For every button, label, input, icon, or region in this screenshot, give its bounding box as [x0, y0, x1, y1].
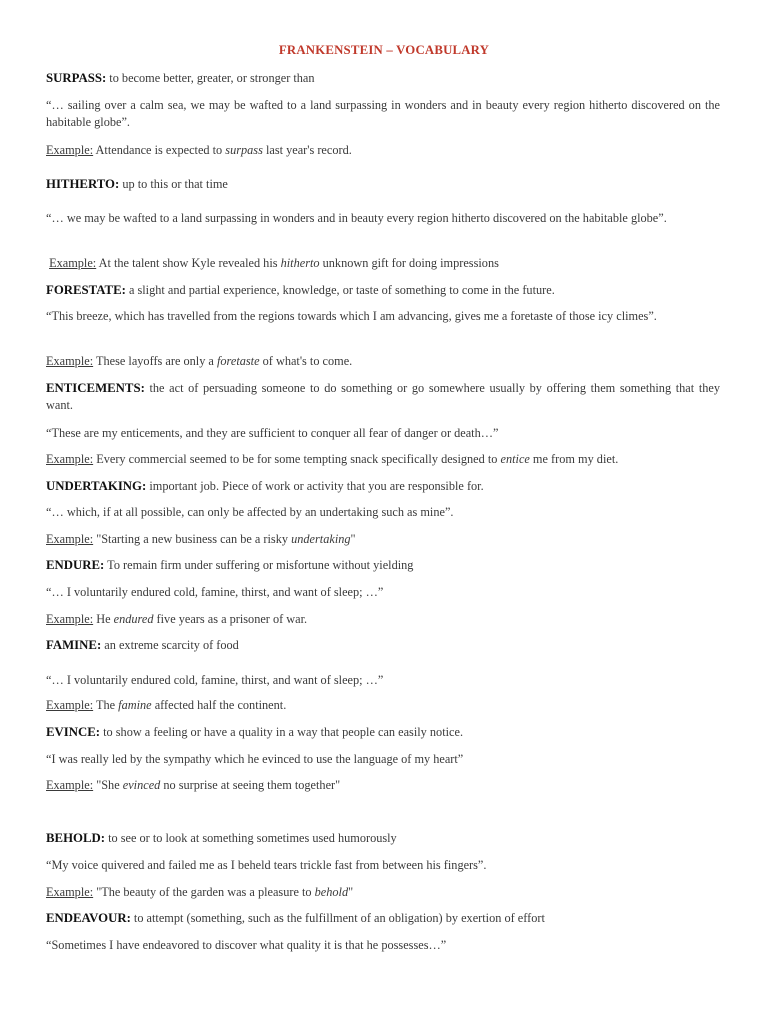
- example-word: evinced: [122, 778, 161, 792]
- example-text: Every commercial seemed to be for some tempting snack specifically designed to: [93, 452, 501, 466]
- entry-endure-example: [46, 611, 720, 628]
- entry-term: UNDERTAKING:: [46, 479, 147, 493]
- entry-behold-definition: [46, 830, 720, 847]
- entry-enticements-quote: “These are my enticements, and they are sufficient to conquer all fear of danger or death…”: [46, 426, 499, 440]
- entry-term: FORESTATE:: [46, 283, 126, 297]
- example-word: undertaking: [291, 532, 351, 546]
- example-label: Example:: [46, 612, 94, 626]
- entry-undertaking-example: [46, 531, 720, 548]
- example-text: five years as a prisoner of war.: [153, 612, 308, 626]
- entry-surpass-quote: “… sailing over a calm sea, we may be wafted to a land surpassing in wonders and in beauty every region hitherto discovered on the habitable globe”.: [46, 98, 720, 129]
- entry-definition: important job. Piece of work or activity that you are responsible for.: [146, 479, 484, 493]
- entry-hitherto-definition: [46, 176, 720, 193]
- entry-definition: a slight and partial experience, knowledge, or taste of something to come in the future.: [125, 283, 555, 297]
- entry-term: ENTICEMENTS:: [46, 381, 145, 395]
- example-word: endured: [113, 612, 154, 626]
- example-word: hitherto: [280, 256, 320, 270]
- example-text: "Starting a new business can be a risky: [93, 532, 292, 546]
- document-title: FRANKENSTEIN – VOCABULARY: [278, 43, 490, 57]
- example-text: Attendance is expected to: [93, 143, 226, 157]
- example-text: unknown gift for doing impressions: [319, 256, 499, 270]
- example-text: me from my diet.: [529, 452, 619, 466]
- entry-definition: To remain firm under suffering or misfortune without yielding: [104, 558, 414, 572]
- example-text: "She: [93, 778, 123, 792]
- entry-term: FAMINE:: [46, 638, 102, 652]
- example-word: entice: [500, 452, 530, 466]
- entry-undertaking-quote: “… which, if at all possible, can only be affected by an undertaking such as mine”.: [46, 505, 454, 519]
- example-label: Example:: [46, 778, 94, 792]
- entry-term: ENDEAVOUR:: [46, 911, 131, 925]
- entry-behold-quote: “My voice quivered and failed me as I beheld tears trickle fast from between his fingers”.: [46, 858, 487, 872]
- example-text: He: [93, 612, 114, 626]
- example-text: no surprise at seeing them together": [160, 778, 341, 792]
- example-text: last year's record.: [262, 143, 352, 157]
- entry-famine-quote: “… I voluntarily endured cold, famine, thirst, and want of sleep; …”: [46, 673, 384, 687]
- example-label: Example:: [46, 143, 94, 157]
- entry-term: ENDURE:: [46, 558, 105, 572]
- entry-definition: to show a feeling or have a quality in a way that people can easily notice.: [100, 725, 464, 739]
- entry-endeavour-definition: [46, 910, 720, 927]
- example-label: Example:: [46, 885, 94, 899]
- entry-definition: the act of persuading someone to do something or go somewhere usually by offering them something that they want.: [46, 381, 720, 412]
- example-text: These layoffs are only a: [93, 354, 217, 368]
- entry-forestate-example: [46, 353, 720, 370]
- example-text: ": [350, 532, 356, 546]
- example-label: Example:: [46, 354, 94, 368]
- example-text: of what's to come.: [259, 354, 353, 368]
- entry-definition: to become better, greater, or stronger than: [106, 71, 315, 85]
- entry-definition: to see or to look at something sometimes used humorously: [105, 831, 397, 845]
- example-word: foretaste: [216, 354, 260, 368]
- entry-hitherto-example: [46, 255, 720, 272]
- entry-surpass-example: [46, 142, 720, 159]
- entry-forestate-definition: [46, 282, 720, 299]
- example-label: Example:: [46, 452, 94, 466]
- entry-definition: an extreme scarcity of food: [101, 638, 239, 652]
- entry-term: HITHERTO:: [46, 177, 120, 191]
- example-word: surpass: [225, 143, 263, 157]
- entry-enticements-definition: [46, 380, 720, 414]
- entry-behold-example: [46, 884, 720, 901]
- example-word: famine: [118, 698, 152, 712]
- entry-enticements-example: [46, 451, 720, 468]
- example-label: Example:: [46, 532, 94, 546]
- entry-term: SURPASS:: [46, 71, 107, 85]
- example-text: "The beauty of the garden was a pleasure to: [93, 885, 315, 899]
- entry-famine-example: [46, 697, 720, 714]
- example-text: affected half the continent.: [151, 698, 287, 712]
- entry-hitherto-quote: “… we may be wafted to a land surpassing in wonders and in beauty every region hitherto discovered on the habitable globe”.: [46, 211, 667, 225]
- entry-forestate-quote: “This breeze, which has travelled from the regions towards which I am advancing, gives me a foretaste of those icy climes”.: [46, 309, 657, 323]
- entry-endure-quote: “… I voluntarily endured cold, famine, thirst, and want of sleep; …”: [46, 585, 384, 599]
- entry-undertaking-definition: [46, 478, 720, 495]
- example-text: At the talent show Kyle revealed his: [96, 256, 281, 270]
- entry-term: BEHOLD:: [46, 831, 106, 845]
- entry-evince-quote: “I was really led by the sympathy which he evinced to use the language of my heart”: [46, 752, 464, 766]
- example-text: The: [93, 698, 119, 712]
- entry-evince-definition: [46, 724, 720, 741]
- entry-definition: to attempt (something, such as the fulfillment of an obligation) by exertion of effort: [130, 911, 545, 925]
- entry-endure-definition: [46, 557, 720, 574]
- entry-term: EVINCE:: [46, 725, 101, 739]
- example-label: Example:: [46, 698, 94, 712]
- entry-definition: up to this or that time: [119, 177, 228, 191]
- example-label: Example:: [49, 256, 97, 270]
- entry-evince-example: [46, 777, 720, 794]
- entry-famine-definition: [46, 637, 720, 654]
- example-word: behold: [314, 885, 349, 899]
- entry-endeavour-quote: “Sometimes I have endeavored to discover what quality it is that he possesses…”: [46, 938, 447, 952]
- entry-surpass-definition: [46, 70, 720, 87]
- example-text: ": [348, 885, 354, 899]
